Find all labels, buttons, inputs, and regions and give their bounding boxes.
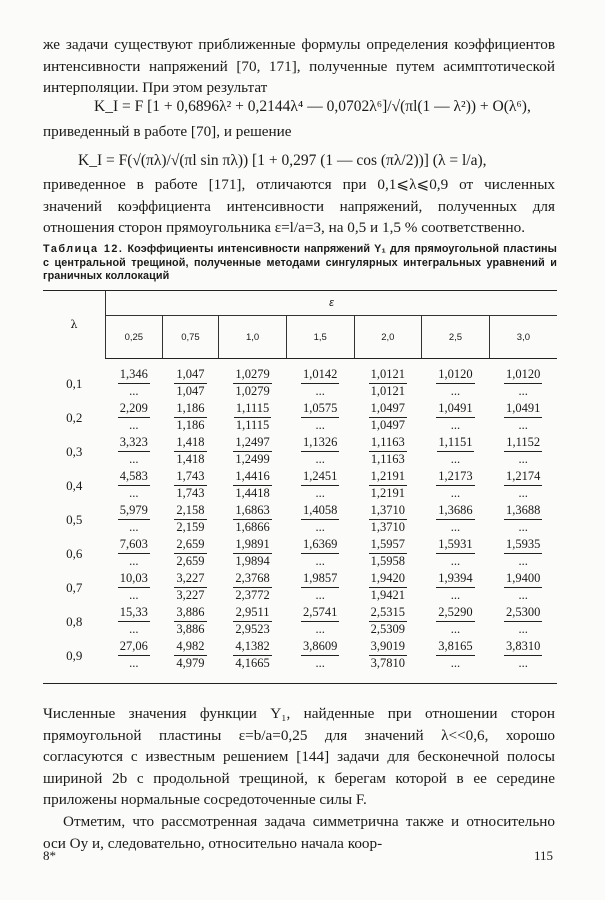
cell-collocation-value: ... <box>450 519 461 534</box>
cell-integral-value: 2,9511 <box>233 605 271 622</box>
cell-collocation-value: 1,4418 <box>235 485 270 500</box>
cell-integral-value: 5,979 <box>118 503 150 520</box>
cell-collocation-value: ... <box>450 451 461 466</box>
table-cell <box>162 367 219 401</box>
cell-collocation-value: 3,227 <box>176 587 205 602</box>
column-header: 2,0 <box>354 316 422 359</box>
table-cell <box>219 469 287 503</box>
cell-integral-value: 1,047 <box>174 367 206 384</box>
cell-collocation-value: ... <box>450 587 461 602</box>
table-cell <box>286 435 354 469</box>
cell-integral-value: 10,03 <box>118 571 150 588</box>
cell-integral-value: 3,8165 <box>436 639 474 656</box>
paragraph-comparison: Численные значения функции Y₁, найденные при отношении сторон прямоугольной пластины ε=b/a=0,25 для значений λ<<0,6, хорошо согласуются с известным решением [144] задачи для бесконечной полосы шириной 2b с продольной трещиной, к берегам которой в ее середине приложены нормальные сосредоточенные силы F. <box>43 705 555 808</box>
cell-collocation-value: 2,159 <box>176 519 205 534</box>
table-cell <box>286 605 354 639</box>
cell-collocation-value: 1,2191 <box>370 485 406 500</box>
column-header: 3,0 <box>489 316 557 359</box>
table-cell <box>219 605 287 639</box>
cell-integral-value: 1,0120 <box>504 367 542 384</box>
table-cell <box>106 469 163 503</box>
cell-integral-value: 4,1382 <box>233 639 271 656</box>
cell-integral-value: 1,2173 <box>436 469 474 486</box>
table-cell <box>162 469 219 503</box>
cell-collocation-value: 1,1163 <box>370 451 405 466</box>
table-cell <box>422 469 490 503</box>
table-cell <box>489 469 557 503</box>
cell-integral-value: 1,6369 <box>301 537 339 554</box>
table-cell <box>354 469 422 503</box>
cell-collocation-value: ... <box>315 383 325 398</box>
table-cell <box>286 571 354 605</box>
cell-collocation-value: ... <box>129 519 139 534</box>
cell-integral-value: 7,603 <box>118 537 150 554</box>
cell-integral-value: 1,1326 <box>301 435 339 452</box>
table-cell <box>489 605 557 639</box>
table-cell <box>219 367 287 401</box>
signature-mark: 8* <box>43 848 56 863</box>
table-cell <box>422 571 490 605</box>
table-cell <box>489 571 557 605</box>
table-cell <box>162 435 219 469</box>
cell-collocation-value: 1,418 <box>176 451 205 466</box>
cell-collocation-value: ... <box>315 655 325 670</box>
formula-solution: K_I = F(√(πλ)/√(πl sin πλ)) [1 + 0,297 (1 — cos (πλ/2))] (λ = l/a), <box>78 152 487 169</box>
table-row <box>43 639 557 673</box>
table-cell <box>106 435 163 469</box>
table-cell <box>422 435 490 469</box>
cell-collocation-value: 2,9523 <box>235 621 270 636</box>
cell-integral-value: 2,5741 <box>301 605 339 622</box>
cell-collocation-value: 2,659 <box>176 553 205 568</box>
table-cell <box>489 401 557 435</box>
cell-integral-value: 27,06 <box>118 639 150 656</box>
table-cell <box>106 571 163 605</box>
table-cell <box>106 367 163 401</box>
table-caption-text: Коэффициенты интенсивности напряжений Y₁ для прямоугольной пластины с центральной трещиной, полученные методами сингулярных интегральных уравнений и граничных коллокаций <box>43 243 557 282</box>
table-cell <box>219 503 287 537</box>
table-cell <box>219 401 287 435</box>
cell-collocation-value: ... <box>518 621 528 636</box>
table-cell <box>219 435 287 469</box>
cell-collocation-value: ... <box>129 621 139 636</box>
table-row <box>43 503 557 537</box>
table-cell <box>162 605 219 639</box>
cell-collocation-value: ... <box>518 553 528 568</box>
cell-integral-value: 1,9891 <box>233 537 271 554</box>
cell-integral-value: 2,5300 <box>504 605 542 622</box>
cell-collocation-value: 1,2499 <box>235 451 270 466</box>
cell-collocation-value: ... <box>129 383 139 398</box>
table-caption-label: Таблица 12. <box>43 243 124 255</box>
cell-collocation-value: 1,6866 <box>235 519 270 534</box>
cell-collocation-value: ... <box>129 485 139 500</box>
cell-integral-value: 1,0142 <box>301 367 339 384</box>
table-cell <box>286 639 354 673</box>
cell-collocation-value: ... <box>315 587 325 602</box>
cell-collocation-value: 1,1115 <box>235 417 270 432</box>
table-row <box>43 367 557 401</box>
cell-collocation-value: ... <box>450 553 461 568</box>
cell-integral-value: 1,346 <box>118 367 150 384</box>
cell-integral-value: 3,227 <box>174 571 206 588</box>
table-cell <box>162 571 219 605</box>
cell-collocation-value: 1,0121 <box>370 383 406 398</box>
table-cell <box>286 401 354 435</box>
cell-collocation-value: ... <box>450 485 461 500</box>
paragraph-symmetry: Отметим, что рассмотренная задача симметрична также и относительно оси Oy и, следовательно, относительно начала коор- <box>43 813 555 852</box>
table-caption <box>43 243 557 284</box>
table-cell <box>219 571 287 605</box>
cell-collocation-value: 1,743 <box>176 485 205 500</box>
cell-integral-value: 15,33 <box>118 605 150 622</box>
cell-integral-value: 1,743 <box>174 469 206 486</box>
formula-asymptotic: K_I = F [1 + 0,6896λ² + 0,2144λ⁴ — 0,0702λ⁶]/√(πl(1 — λ²)) + O(λ⁶), <box>94 98 531 115</box>
table-cell <box>106 639 163 673</box>
table-cell <box>354 571 422 605</box>
row-lambda: 0,5 <box>66 512 83 527</box>
table-cell <box>286 367 354 401</box>
table-cell <box>106 537 163 571</box>
cell-integral-value: 1,6863 <box>233 503 271 520</box>
cell-collocation-value: 3,7810 <box>370 655 406 670</box>
cell-collocation-value: 4,979 <box>176 655 205 670</box>
cell-integral-value: 1,9857 <box>301 571 339 588</box>
table-cell <box>354 367 422 401</box>
table-cell <box>162 639 219 673</box>
table-cell <box>162 401 219 435</box>
cell-integral-value: 1,2451 <box>301 469 339 486</box>
cell-integral-value: 1,0121 <box>369 367 407 384</box>
table-cell <box>106 401 163 435</box>
cell-collocation-value: ... <box>518 417 528 432</box>
cell-collocation-value: ... <box>450 621 461 636</box>
column-header: 1,0 <box>219 316 287 359</box>
epsilon-header: ε <box>106 291 558 316</box>
row-lambda: 0,6 <box>66 546 83 561</box>
cell-collocation-value: 2,3772 <box>235 587 270 602</box>
cell-integral-value: 1,4058 <box>301 503 339 520</box>
cell-collocation-value: 1,9894 <box>235 553 270 568</box>
table-cell <box>354 639 422 673</box>
cell-integral-value: 1,1115 <box>234 401 271 418</box>
cell-collocation-value: 1,047 <box>176 383 205 398</box>
table-cell <box>422 537 490 571</box>
row-lambda: 0,1 <box>66 376 83 391</box>
table-row <box>43 605 557 639</box>
cell-integral-value: 1,2191 <box>369 469 407 486</box>
cell-collocation-value: 2,5309 <box>370 621 406 636</box>
table-cell <box>286 469 354 503</box>
table-cell <box>422 639 490 673</box>
cell-integral-value: 1,3688 <box>504 503 542 520</box>
cell-integral-value: 3,9019 <box>369 639 407 656</box>
cell-collocation-value: ... <box>315 621 325 636</box>
cell-collocation-value: ... <box>129 587 139 602</box>
table-cell <box>422 605 490 639</box>
table-cell <box>489 367 557 401</box>
cell-integral-value: 1,9400 <box>504 571 542 588</box>
cell-collocation-value: 1,5958 <box>370 553 406 568</box>
row-lambda: 0,3 <box>66 444 83 459</box>
cell-collocation-value: ... <box>450 383 461 398</box>
cell-integral-value: 1,9420 <box>369 571 407 588</box>
table-cell <box>354 537 422 571</box>
cell-integral-value: 1,1151 <box>437 435 475 452</box>
table-row <box>43 469 557 503</box>
table-row <box>43 435 557 469</box>
column-header: 1,5 <box>286 316 354 359</box>
cell-collocation-value: 1,0497 <box>370 417 406 432</box>
cell-integral-value: 2,209 <box>118 401 150 418</box>
table-row <box>43 537 557 571</box>
cell-integral-value: 4,982 <box>174 639 206 656</box>
cell-integral-value: 3,8609 <box>301 639 339 656</box>
cell-integral-value: 1,0279 <box>233 367 271 384</box>
row-lambda: 0,2 <box>66 410 83 425</box>
cell-integral-value: 2,3768 <box>233 571 271 588</box>
table-cell <box>354 401 422 435</box>
cell-integral-value: 1,2174 <box>504 469 542 486</box>
lambda-header: λ <box>43 291 106 359</box>
cell-collocation-value: 1,0279 <box>235 383 270 398</box>
row-lambda: 0,9 <box>66 648 83 663</box>
cell-integral-value: 1,1163 <box>369 435 407 452</box>
table-cell <box>489 537 557 571</box>
table-cell <box>354 503 422 537</box>
cell-collocation-value: ... <box>518 587 528 602</box>
cell-collocation-value: 1,186 <box>176 417 205 432</box>
table-cell <box>422 401 490 435</box>
column-header: 0,25 <box>106 316 163 359</box>
cell-integral-value: 1,5935 <box>504 537 542 554</box>
cell-collocation-value: ... <box>450 655 461 670</box>
cell-collocation-value: ... <box>518 655 528 670</box>
cell-integral-value: 1,4416 <box>233 469 271 486</box>
cell-collocation-value: ... <box>315 519 325 534</box>
table-cell <box>354 605 422 639</box>
cell-collocation-value: 1,3710 <box>370 519 406 534</box>
cell-collocation-value: ... <box>315 485 325 500</box>
cell-integral-value: 1,0575 <box>301 401 339 418</box>
cell-collocation-value: ... <box>315 451 325 466</box>
page-number: 115 <box>534 848 554 863</box>
table-cell <box>489 435 557 469</box>
cell-integral-value: 1,1152 <box>504 435 542 452</box>
table-cell <box>489 639 557 673</box>
cell-collocation-value: ... <box>518 451 528 466</box>
table-cell <box>106 503 163 537</box>
cell-collocation-value: ... <box>129 451 139 466</box>
row-lambda: 0,7 <box>66 580 83 595</box>
column-header: 2,5 <box>422 316 490 359</box>
cell-integral-value: 2,158 <box>174 503 206 520</box>
cell-collocation-value: 4,1665 <box>235 655 270 670</box>
cell-collocation-value: ... <box>315 553 325 568</box>
cell-integral-value: 4,583 <box>118 469 150 486</box>
paragraph-intro: же задачи существуют приближенные формулы определения коэффициентов интенсивности напряжений [70, 171], полученные путем асимптотической интерполяции. При этом результат <box>43 36 555 96</box>
table-cell <box>489 503 557 537</box>
cell-integral-value: 1,3710 <box>369 503 407 520</box>
table-row <box>43 401 557 435</box>
cell-collocation-value: ... <box>129 553 139 568</box>
cell-collocation-value: ... <box>518 383 528 398</box>
cell-collocation-value: ... <box>450 417 461 432</box>
table-cell <box>106 605 163 639</box>
cell-integral-value: 1,3686 <box>436 503 474 520</box>
table-cell <box>162 503 219 537</box>
cell-integral-value: 1,2497 <box>233 435 271 452</box>
cell-collocation-value: ... <box>315 417 325 432</box>
cell-integral-value: 2,659 <box>174 537 206 554</box>
stress-intensity-table <box>43 290 557 684</box>
paragraph-reference-171: приведенное в работе [171], отличаются при 0,1⩽λ⩽0,9 от численных значений коэффициента интенсивности напряжений, полученных для отношения сторон прямоугольника ε=l/a=3, на 0,5 и 1,5 % соответственно. <box>43 176 555 236</box>
cell-integral-value: 1,0491 <box>504 401 542 418</box>
cell-integral-value: 1,5931 <box>436 537 474 554</box>
cell-integral-value: 3,886 <box>174 605 206 622</box>
cell-integral-value: 1,5957 <box>369 537 407 554</box>
cell-integral-value: 1,9394 <box>436 571 474 588</box>
cell-integral-value: 2,5315 <box>369 605 407 622</box>
cell-integral-value: 1,418 <box>174 435 206 452</box>
cell-integral-value: 2,5290 <box>436 605 474 622</box>
cell-integral-value: 3,323 <box>118 435 150 452</box>
cell-integral-value: 1,186 <box>174 401 206 418</box>
cell-integral-value: 1,0497 <box>369 401 407 418</box>
paragraph-reference-70: приведенный в работе [70], и решение <box>43 123 292 140</box>
table-row <box>43 571 557 605</box>
cell-integral-value: 3,8310 <box>504 639 542 656</box>
table-cell <box>422 367 490 401</box>
table-cell <box>219 639 287 673</box>
cell-collocation-value: ... <box>129 417 139 432</box>
row-lambda: 0,8 <box>66 614 83 629</box>
cell-collocation-value: ... <box>129 655 139 670</box>
table-cell <box>422 503 490 537</box>
cell-integral-value: 1,0491 <box>436 401 474 418</box>
cell-collocation-value: ... <box>518 485 528 500</box>
row-lambda: 0,4 <box>66 478 83 493</box>
table-cell <box>219 537 287 571</box>
cell-collocation-value: ... <box>518 519 528 534</box>
cell-collocation-value: 1,9421 <box>370 587 406 602</box>
column-header: 0,75 <box>162 316 219 359</box>
table-cell <box>286 503 354 537</box>
table-cell <box>354 435 422 469</box>
cell-collocation-value: 3,886 <box>176 621 205 636</box>
table-cell <box>162 537 219 571</box>
table-cell <box>286 537 354 571</box>
cell-integral-value: 1,0120 <box>436 367 474 384</box>
